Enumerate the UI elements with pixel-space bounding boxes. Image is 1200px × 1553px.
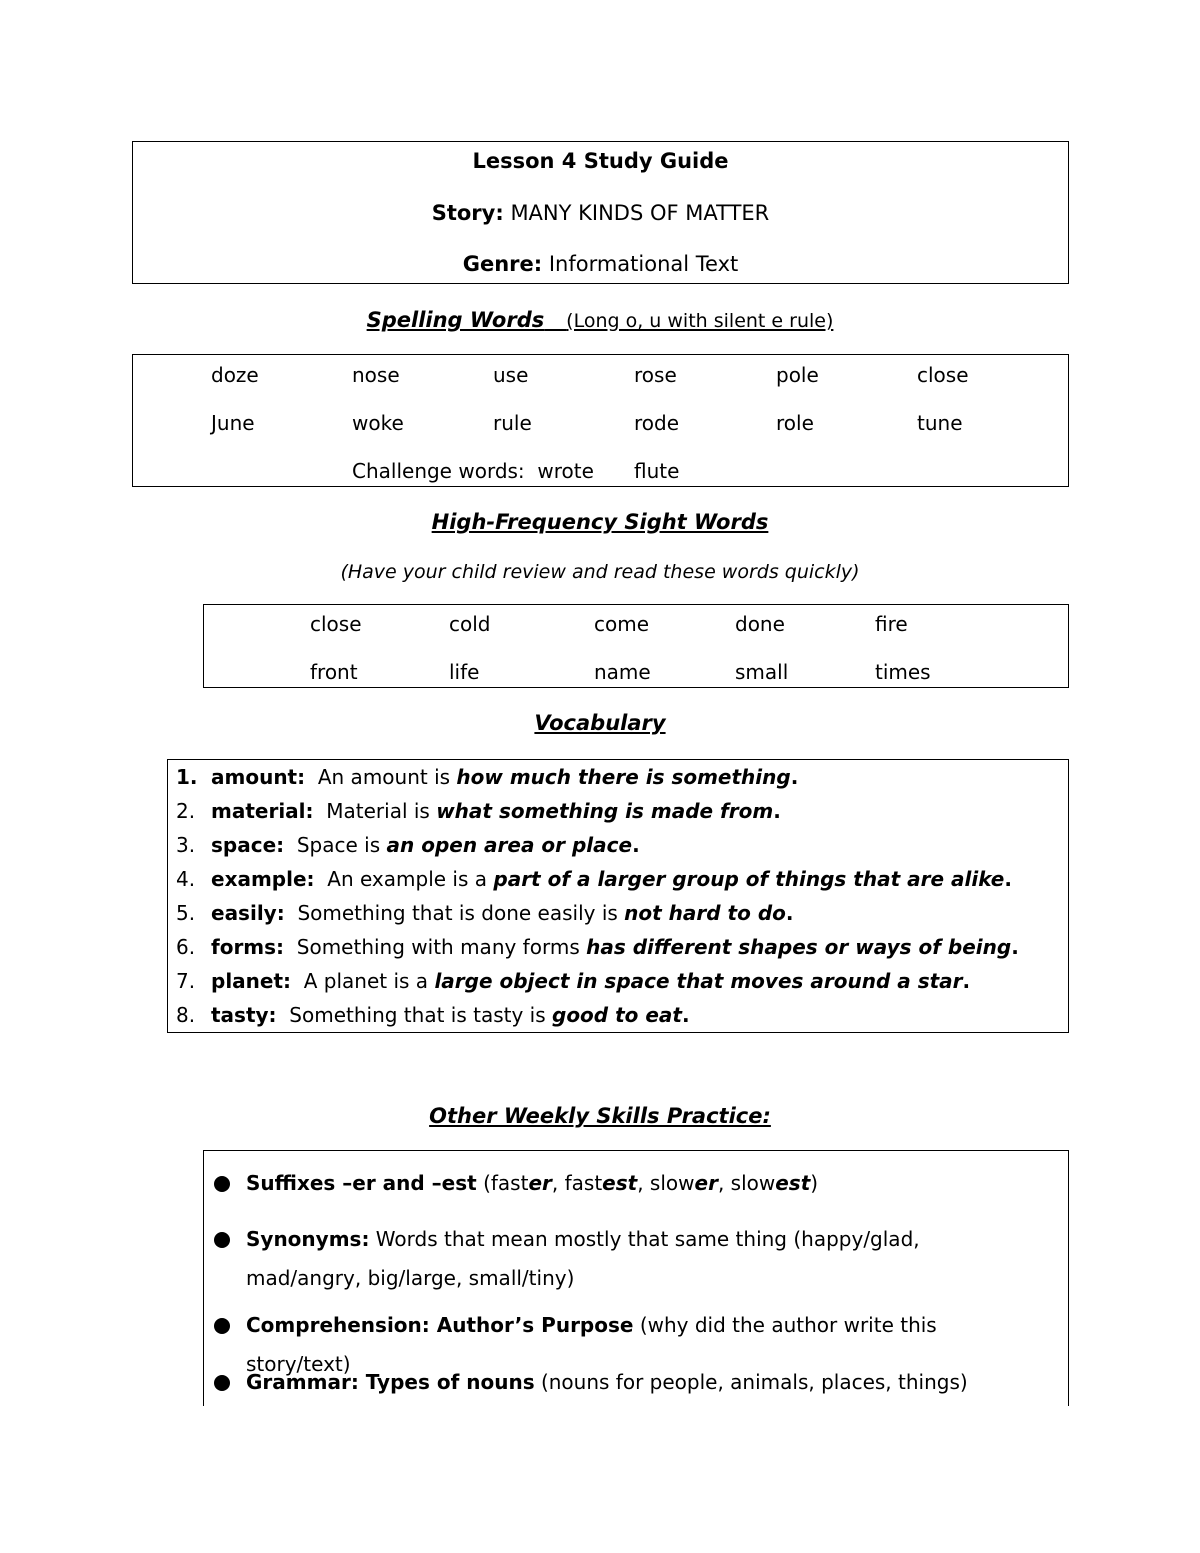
genre-value: Informational Text [548,252,739,276]
spelling-words-box [132,354,1069,487]
skill-description: (nouns for people, animals, places, things) [540,1370,968,1394]
vocab-item [168,930,1068,964]
vocab-number: 5. [176,901,196,925]
bullet-icon [214,1318,230,1334]
skill-description: (why did the author write this story/text) [246,1313,937,1376]
spelling-word: woke [352,411,404,435]
spelling-word: nose [352,363,400,387]
vocab-item [168,998,1068,1032]
vocab-lead: Space is [296,833,381,857]
vocabulary-title: Vocabulary [534,711,666,735]
vocab-lead: An amount is [317,765,451,789]
vocab-term: planet: [211,969,292,993]
bullet-icon [214,1232,230,1248]
sight-words-note: (Have your child review and read these words quickly) [340,561,860,583]
spelling-word: rule [493,411,532,435]
sight-word: cold [449,612,491,636]
sight-words-title: High-Frequency Sight Words [431,510,769,534]
vocab-lead: Something that is tasty is [289,1003,546,1027]
vocab-definition: good to eat [552,1003,682,1027]
skill-description: Words that mean mostly that same thing (happy/glad, mad/angry, big/large, small/tiny) [246,1227,920,1290]
skill-example-text: , fast [551,1171,603,1195]
vocab-definition: has different shapes or ways of being [586,935,1012,959]
spelling-note: (Long o, u with silent e rule) [566,310,834,332]
vocab-term: material: [211,799,314,823]
vocab-term: amount: [211,765,306,789]
vocab-item [168,862,1068,896]
challenge-label-text: Challenge words: [352,459,525,483]
vocab-end: . [632,833,640,857]
vocab-term: tasty: [211,1003,277,1027]
vocab-end: . [773,799,781,823]
challenge-word: flute [634,459,680,483]
vocab-definition: an open area or place [386,833,633,857]
vocab-number: 3. [176,833,196,857]
skill-label: Suffixes –er and –est [246,1171,477,1195]
vocab-definition: large object in space that moves around a star [434,969,963,993]
vocab-term: easily: [211,901,285,925]
spelling-word: use [493,363,529,387]
skill-example-text: , slow [637,1171,695,1195]
spelling-word: rode [634,411,680,435]
challenge-label [352,459,594,483]
vocab-item [168,794,1068,828]
skill-example-text: (fast [483,1171,529,1195]
skill-example-suffix: er [694,1171,718,1195]
spelling-word: June [211,411,255,435]
bullet-icon [214,1176,230,1192]
skill-example-suffix: est [602,1171,638,1195]
vocab-number: 8. [176,1003,196,1027]
skills-title: Other Weekly Skills Practice: [429,1104,771,1128]
spelling-heading [0,308,1200,332]
sight-word: fire [875,612,908,636]
page-title: Lesson 4 Study Guide [472,149,729,173]
genre-label: Genre: [462,252,543,276]
vocab-lead: Material is [326,799,430,823]
vocab-number: 2. [176,799,196,823]
vocab-end: . [962,969,971,993]
vocab-item [168,828,1068,862]
vocab-number: 1. [176,765,198,789]
vocab-lead: Something with many forms [296,935,580,959]
spelling-title: Spelling Words [366,308,545,332]
vocab-term: forms: [211,935,285,959]
spelling-word: pole [776,363,819,387]
skill-example-suffix: est [775,1171,811,1195]
story-label: Story: [431,201,504,225]
challenge-word: wrote [537,459,594,483]
spelling-word: rose [634,363,677,387]
skills-box [203,1150,1069,1406]
skill-example-suffix: er [528,1171,552,1195]
vocab-definition: how much there is something [456,765,791,789]
vocabulary-box [167,759,1069,1033]
vocab-definition: what something is made from [436,799,774,823]
vocab-item [168,760,1068,794]
skill-example-text: , slow [717,1171,776,1195]
story-value: MANY KINDS OF MATTER [510,201,770,225]
story-line [133,201,1068,225]
vocab-definition: not hard to do [624,901,786,925]
sight-word: life [449,660,480,684]
bullet-icon [214,1375,230,1391]
vocab-term: example: [211,867,315,891]
skill-label: Comprehension: Author’s Purpose [246,1313,634,1337]
sight-words-box [203,604,1069,688]
header-box [132,141,1069,284]
vocab-definition: part of a larger group of things that are alike [493,867,1005,891]
spelling-word: role [776,411,814,435]
sight-word: done [735,612,785,636]
vocab-lead: Something that is done easily is [297,901,618,925]
vocab-number: 4. [176,867,196,891]
vocab-end: . [681,1003,690,1027]
spelling-word: tune [917,411,963,435]
vocab-lead: An example is a [327,867,488,891]
vocab-lead: A planet is a [303,969,429,993]
vocab-end: . [790,765,799,789]
vocab-end: . [785,901,794,925]
sight-word: close [310,612,362,636]
sight-word: small [735,660,789,684]
sight-word: times [875,660,931,684]
spelling-word: close [917,363,969,387]
vocab-end: . [1011,935,1019,959]
skill-example-text: ) [810,1171,819,1195]
vocab-item [168,964,1068,998]
vocab-number: 7. [176,969,196,993]
vocab-end: . [1004,867,1012,891]
sight-word: name [594,660,651,684]
skill-label: Synonyms: [246,1227,370,1251]
sight-word: front [310,660,358,684]
vocab-term: space: [211,833,285,857]
vocab-item [168,896,1068,930]
sight-word: come [594,612,650,636]
vocab-number: 6. [176,935,196,959]
genre-line [133,252,1068,276]
spelling-word: doze [211,363,259,387]
skill-label: Grammar: Types of nouns [246,1370,535,1394]
